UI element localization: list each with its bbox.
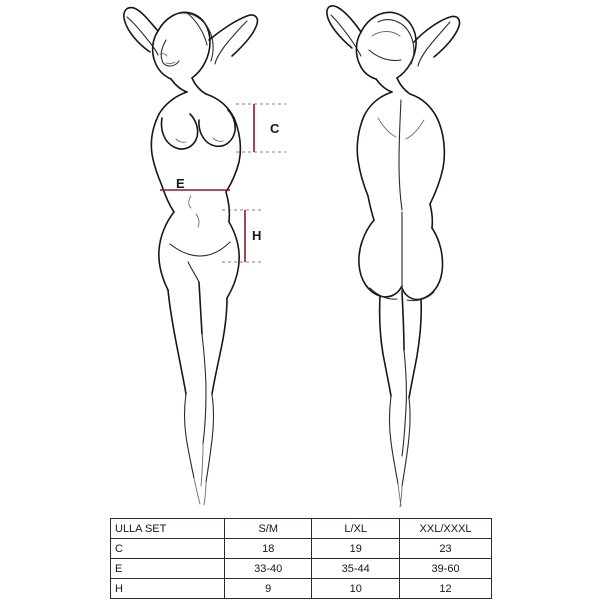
row-e-sm: 33-40 <box>225 559 312 579</box>
table-header-lxl: L/XL <box>312 519 400 539</box>
measurement-marker-C <box>236 104 286 152</box>
table-row <box>111 539 492 559</box>
row-c-xxlxxxl: 23 <box>400 539 492 559</box>
row-label-h: H <box>111 579 225 599</box>
measurement-marker-E <box>160 176 230 191</box>
measurement-label-E: E <box>176 176 185 191</box>
table-header-product: ULLA SET <box>111 519 225 539</box>
size-chart-table <box>110 518 492 599</box>
measurement-label-C: C <box>270 121 280 136</box>
table-row <box>111 559 492 579</box>
table-header-sm: S/M <box>225 519 312 539</box>
row-h-xxlxxxl: 12 <box>400 579 492 599</box>
row-label-e: E <box>111 559 225 579</box>
row-label-c: C <box>111 539 225 559</box>
row-c-sm: 18 <box>225 539 312 559</box>
row-h-sm: 9 <box>225 579 312 599</box>
table-header-row <box>111 519 492 539</box>
table-row <box>111 579 492 599</box>
row-e-xxlxxxl: 39-60 <box>400 559 492 579</box>
back-view-figure <box>327 6 460 507</box>
row-h-lxl: 10 <box>312 579 400 599</box>
row-c-lxl: 19 <box>312 539 400 559</box>
measurement-label-H: H <box>252 228 262 243</box>
table-header-xxlxxxl: XXL/XXXL <box>400 519 492 539</box>
front-view-figure <box>124 8 258 505</box>
measurement-marker-H <box>222 210 264 262</box>
row-e-lxl: 35-44 <box>312 559 400 579</box>
